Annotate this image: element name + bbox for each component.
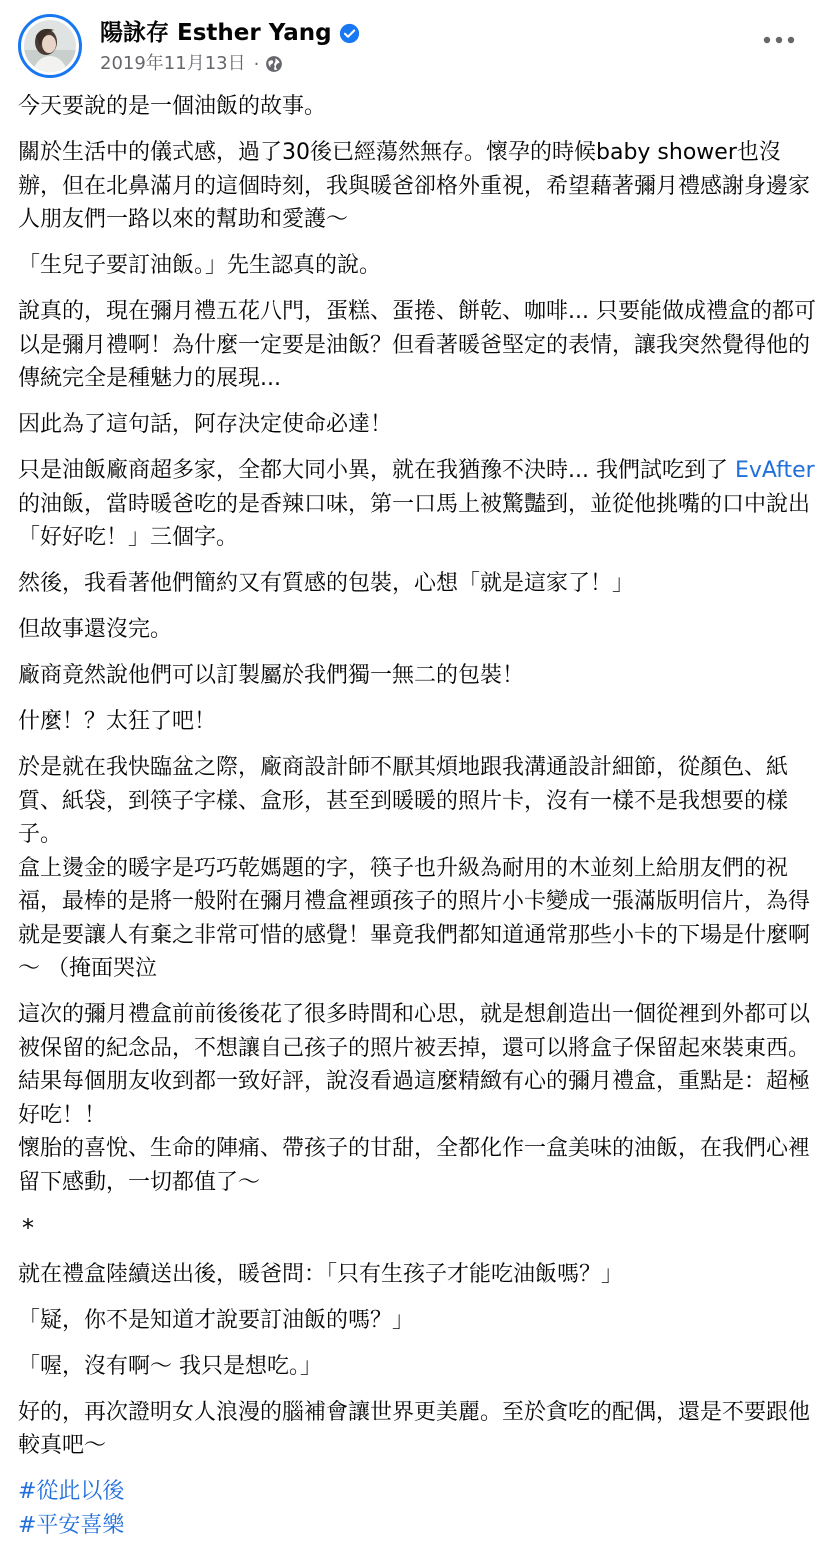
globe-icon[interactable]: [265, 55, 283, 73]
paragraph-text: 的油飯，當時暖爸吃的是香辣口味，第一口馬上被驚豔到，並從他挑嘴的口中說出「好好吃！」三個字。: [18, 458, 822, 550]
post-paragraph: 然後，我看著他們簡約又有質感的包裝，心想「就是這家了！」: [18, 571, 635, 596]
evafter-page-link[interactable]: EvAfter: [734, 458, 815, 483]
post-paragraph: 於是就在我快臨盆之際，廠商設計師不厭其煩地跟我溝通設計細節，從顏色、紙質、紙袋，到筷子字樣、盒形，甚至到暖暖的照片卡，沒有一樣不是我想要的樣子。 盒上燙金的暖字是巧巧乾媽題的字，筷子也升級為耐用的木並刻上給朋友們的祝福，最棒的是將一般附在彌月禮盒裡頭孩子的照片小卡變成一張滿版明信片，為得就是要讓人有棄之非常可惜的感覺！畢竟我們都知道通常那些小卡的下場是什麼啊～ （掩面哭泣: [18, 755, 811, 981]
post-paragraph-with-link: [18, 454, 822, 555]
paragraph-text: 只是油飯廠商超多家，全都大同小異，就在我猶豫不決時... 我們試吃到了: [18, 458, 735, 483]
verified-badge-icon: [339, 23, 360, 44]
author-row: [100, 18, 360, 48]
section-divider-star: *: [22, 1213, 34, 1242]
post-paragraph: 今天要說的是一個油飯的故事。: [18, 94, 327, 119]
hashtag-link[interactable]: #平安喜樂: [18, 1512, 125, 1538]
hashtag-list: [18, 1475, 818, 1542]
post-paragraph: 這次的彌月禮盒前前後後花了很多時間和心思，就是想創造出一個從裡到外都可以被保留的紀念品，不想讓自己孩子的照片被丟掉，還可以將盒子保留起來裝東西。結果每個朋友收到都一致好評，說沒看過這麼精緻有心的彌月禮盒，重點是：超極好吃！！ 懷胎的喜悅、生命的陣痛、帶孩子的甘甜，全都化作一盒美味的油飯，在我們心裡留下感動，一切都值了～: [18, 1002, 811, 1195]
post-date[interactable]: 2019年11月13日: [100, 53, 246, 74]
avatar-photo: [24, 20, 76, 72]
post-paragraph: 什麼！？太狂了吧！: [18, 709, 217, 734]
post-paragraph: 「疑，你不是知道才說要訂油飯的嗎？」: [18, 1307, 415, 1333]
avatar[interactable]: [18, 14, 82, 78]
author-name[interactable]: 陽詠存 Esther Yang: [100, 20, 332, 46]
post-paragraph: 就在禮盒陸續送出後，暖爸問：「只有生孩子才能吃油飯嗎？」: [18, 1261, 624, 1287]
post-paragraph: 說真的，現在彌月禮五花八門，蛋糕、蛋捲、餅乾、咖啡... 只要能做成禮盒的都可以是彌月禮啊！為什麼一定要是油飯？但看著暖爸堅定的表情，讓我突然覺得他的傳統完全是種魅力的展現...: [18, 299, 816, 391]
post-paragraph: 「生兒子要訂油飯。」先生認真的說。: [18, 253, 382, 278]
post-paragraph: 廠商竟然說他們可以訂製屬於我們獨一無二的包裝！: [18, 663, 525, 688]
post-meta: [100, 50, 283, 78]
post-paragraph: 因此為了這句話，阿存決定使命必達！: [18, 412, 393, 437]
post-paragraph: 好的，再次證明女人浪漫的腦補會讓世界更美麗。至於貪吃的配偶，還是不要跟他較真吧～: [18, 1399, 811, 1458]
hashtag-link[interactable]: #從此以後: [18, 1479, 125, 1504]
post-paragraph: 「喔，沒有啊～ 我只是想吃。」: [18, 1353, 322, 1379]
more-options-icon[interactable]: [762, 28, 796, 52]
post-paragraph: 但故事還沒完。: [18, 617, 173, 642]
avatar-portrait-icon: [24, 20, 76, 72]
post-paragraph: 關於生活中的儀式感，過了30後已經蕩然無存。懷孕的時候baby shower也沒辦，但在北鼻滿月的這個時刻，我與暖爸卻格外重視，希望藉著彌月禮感謝身邊家人朋友們一路以來的幫助和愛護～: [18, 140, 811, 232]
post-header: [18, 14, 818, 80]
meta-separator: ·: [253, 53, 260, 75]
post-body: [18, 90, 822, 1542]
